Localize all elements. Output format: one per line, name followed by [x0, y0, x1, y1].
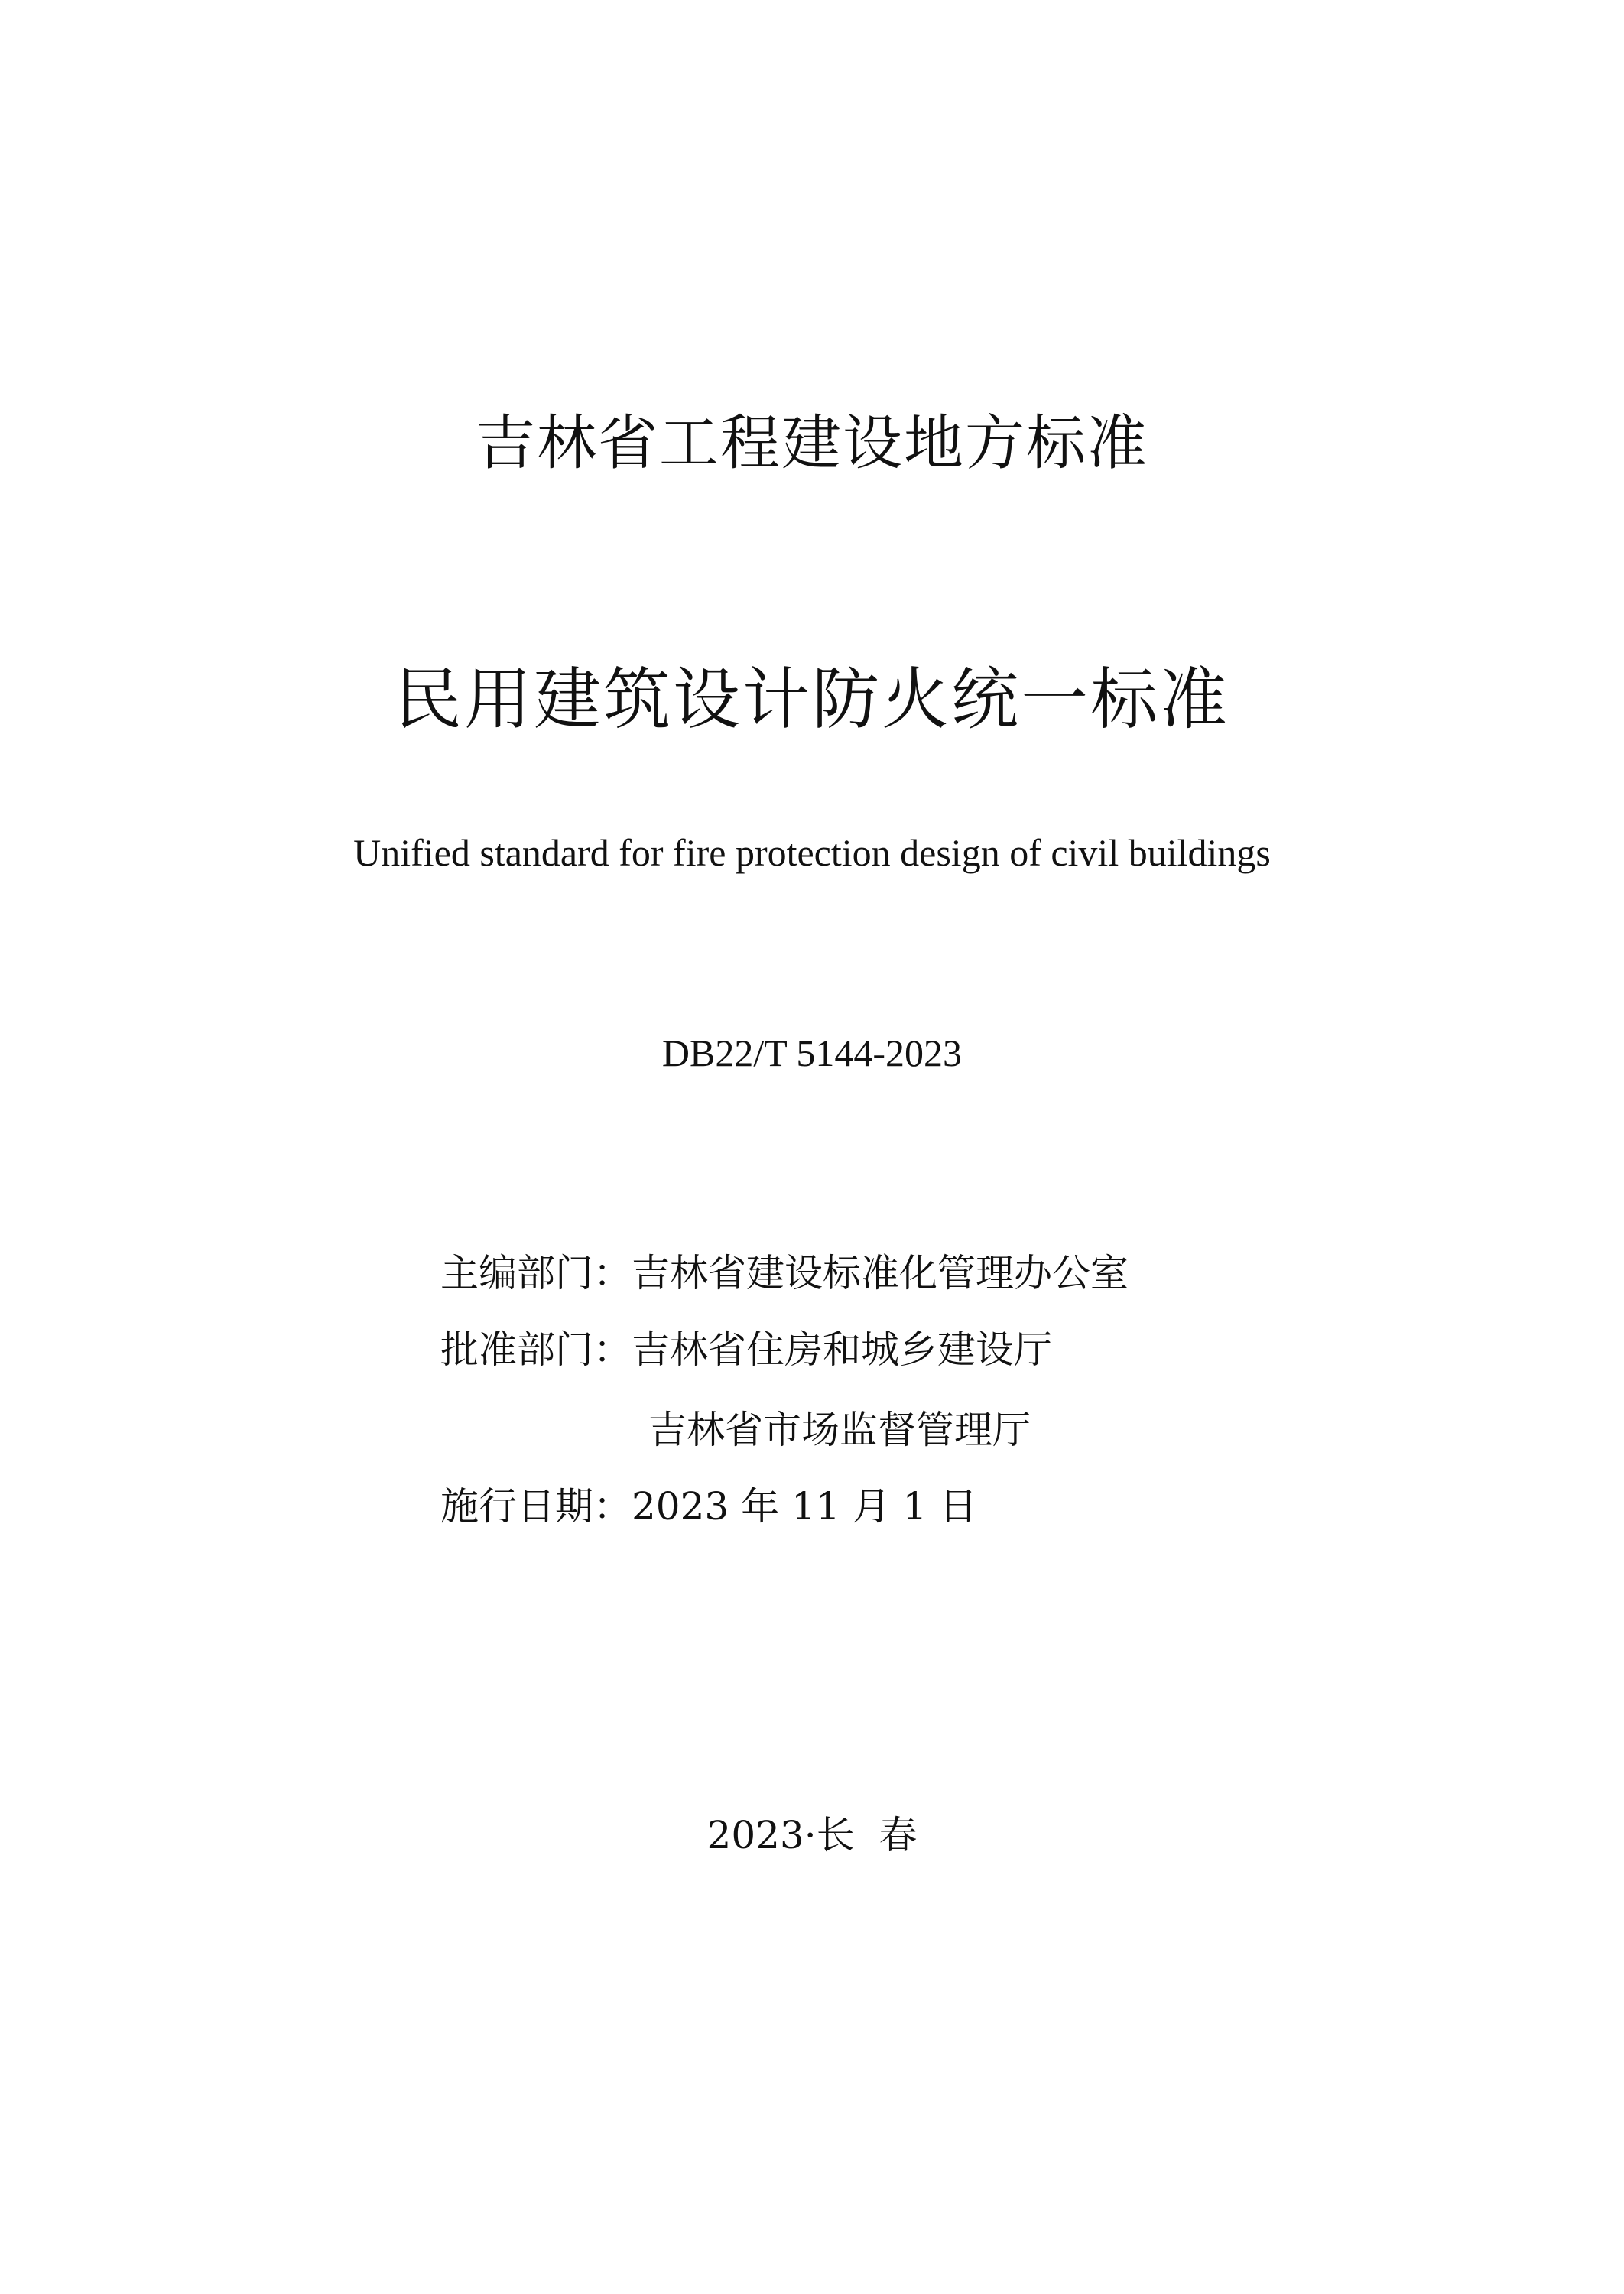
chief-editor-row	[440, 1246, 1129, 1300]
approval-value-1: 吉林省住房和城乡建设厅	[632, 1327, 1052, 1372]
approval-label: 批准部门：	[440, 1327, 632, 1372]
chief-editor-label: 主编部门：	[440, 1251, 632, 1295]
chief-editor-value: 吉林省建设标准化管理办公室	[632, 1251, 1129, 1295]
effective-date-label: 施行日期：	[440, 1484, 632, 1529]
effective-date-row	[440, 1480, 977, 1533]
standard-code: DB22/T 5144-2023	[661, 1032, 963, 1074]
effective-date-value: 2023 年 11 月 1 日	[632, 1484, 978, 1529]
series-title: 吉林省工程建设地方标准	[475, 409, 1148, 478]
approval-value-2: 吉林省市场监督管理厅	[648, 1408, 1031, 1452]
approval-row-2	[648, 1403, 1031, 1457]
approval-row	[440, 1323, 1052, 1376]
document-title: 民用建筑设计防火统一标准	[394, 660, 1229, 739]
imprint: 2023·长 春	[706, 1813, 918, 1857]
english-subtitle: Unified standard for fire protection design of civil buildings	[353, 831, 1271, 874]
